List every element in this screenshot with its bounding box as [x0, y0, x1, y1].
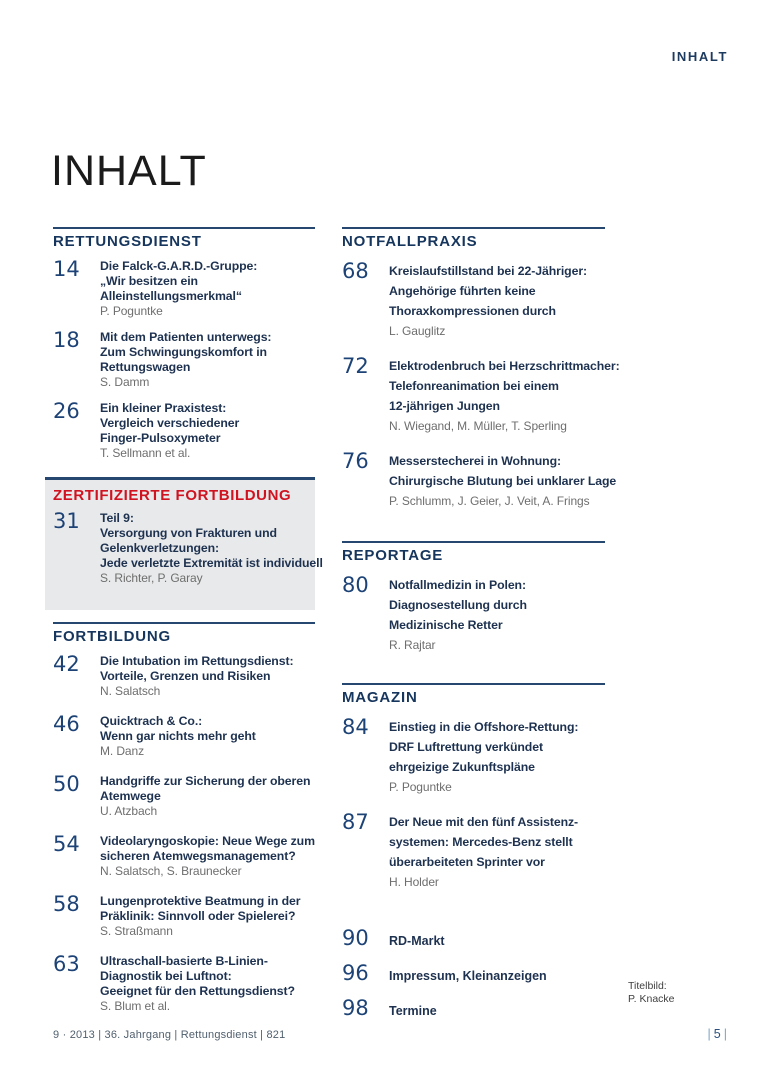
section-title: REPORTAGE [342, 547, 444, 564]
entry-title-line: Medizinische Retter [389, 618, 503, 632]
toc-entry [53, 654, 315, 699]
entry-page-number: 90 [342, 926, 369, 950]
entry-page-number: 42 [53, 652, 80, 676]
entry-title-line: Wenn gar nichts mehr geht [100, 729, 256, 743]
entry-body [100, 401, 315, 461]
entry-body [389, 717, 605, 797]
toc-entry [342, 963, 605, 986]
entry-page-number: 76 [342, 449, 369, 473]
entry-body [100, 954, 315, 1014]
credit-name: P. Knacke [628, 993, 675, 1005]
toc-entry [53, 259, 315, 319]
entry-title-line: Die Intubation im Rettungsdienst: [100, 654, 294, 668]
toc-entry [342, 998, 605, 1021]
toc-column-left [53, 227, 323, 1029]
footer-issue-info: 9 · 2013 | 36. Jahrgang | Rettungsdienst | 821 [53, 1029, 286, 1041]
toc-entry [53, 330, 315, 390]
entry-title-line: Versorgung von Frakturen und [100, 526, 277, 540]
entry-body [389, 812, 605, 892]
entry-authors: N. Wiegand, M. Müller, T. Sperling [389, 419, 567, 433]
entry-page-number: 26 [53, 399, 80, 423]
entry-title-line: Alleinstellungsmerkmal“ [100, 289, 242, 303]
entry-label: Impressum, Kleinanzeigen [389, 969, 547, 983]
entry-body [100, 511, 323, 586]
toc-entry [342, 928, 605, 951]
entry-title-line: ehrgeizige Zukunftspläne [389, 760, 535, 774]
toc-entry [53, 894, 315, 939]
toc-entry [53, 714, 315, 759]
entry-page-number: 63 [53, 952, 80, 976]
entry-authors: U. Atzbach [100, 804, 158, 818]
entry-page-number: 96 [342, 961, 369, 985]
section-divider [342, 227, 605, 229]
entry-page-number: 50 [53, 772, 80, 796]
entry-page-number: 18 [53, 328, 80, 352]
page-number-separator: | [707, 1027, 711, 1041]
toc-entry [342, 717, 605, 797]
entry-page-number: 72 [342, 354, 369, 378]
toc-section-zertifizierte-fortbildung [45, 477, 323, 610]
toc-entry [53, 834, 315, 879]
section-divider [342, 541, 605, 543]
entry-title-line: Diagnostik bei Luftnot: [100, 969, 232, 983]
entry-body [100, 330, 315, 390]
page-number-value: 5 [713, 1027, 721, 1041]
entry-page-number: 14 [53, 257, 80, 281]
entry-title-line: 12-jährigen Jungen [389, 399, 500, 413]
entry-authors: L. Gauglitz [389, 324, 446, 338]
entry-page-number: 58 [53, 892, 80, 916]
entry-authors: S. Richter, P. Garay [100, 571, 203, 585]
entry-authors: H. Holder [389, 875, 439, 889]
entry-title-line: Ultraschall-basierte B-Linien- [100, 954, 268, 968]
toc-entry [342, 812, 605, 892]
toc-section-reportage [342, 541, 605, 655]
section-divider [342, 683, 605, 685]
toc-section-rettungsdienst [53, 227, 315, 461]
entry-title-line: Der Neue mit den fünf Assistenz- [389, 815, 579, 829]
entry-title-line: Atemwege [100, 789, 161, 803]
section-divider [53, 227, 315, 229]
section-title-certified: ZERTIFIZIERTE FORTBILDUNG [53, 487, 292, 504]
entry-title-line: Vorteile, Grenzen und Risiken [100, 669, 271, 683]
entry-title-line: Die Falck-G.A.R.D.-Gruppe: [100, 259, 258, 273]
page-title: INHALT [51, 147, 207, 195]
entry-body [389, 356, 620, 436]
credit-label: Titelbild: [628, 980, 667, 992]
entry-title-line: Präklinik: Sinnvoll oder Spielerei? [100, 909, 296, 923]
entry-body [389, 451, 616, 511]
toc-section-notfallpraxis [342, 227, 620, 511]
entry-title-line: Diagnosestellung durch [389, 598, 527, 612]
entry-body [100, 774, 315, 819]
entry-body [389, 575, 605, 655]
entry-authors: P. Poguntke [100, 304, 163, 318]
entry-page-number: 98 [342, 996, 369, 1020]
section-title: FORTBILDUNG [53, 628, 171, 645]
entry-title-line: überarbeiteten Sprinter vor [389, 855, 545, 869]
entry-authors: M. Danz [100, 744, 144, 758]
entry-title-line: Handgriffe zur Sicherung der oberen [100, 774, 311, 788]
entry-authors: N. Salatsch, S. Braunecker [100, 864, 242, 878]
entry-title-line: sicheren Atemwegsmanagement? [100, 849, 296, 863]
entry-title-line: Teil 9: [100, 511, 134, 525]
entry-title-line: Ein kleiner Praxistest: [100, 401, 227, 415]
entry-title-line: Vergleich verschiedener [100, 416, 240, 430]
toc-column-right [342, 227, 620, 1033]
entry-title-line: Geeignet für den Rettungsdienst? [100, 984, 295, 998]
entry-title-line: Gelenkverletzungen: [100, 541, 220, 555]
entry-authors: S. Straßmann [100, 924, 173, 938]
entry-authors: T. Sellmann et al. [100, 446, 191, 460]
section-divider [53, 622, 315, 624]
entry-title-line: Angehörige führten keine [389, 284, 536, 298]
entry-authors: P. Poguntke [389, 780, 452, 794]
entry-body [389, 261, 605, 341]
entry-title-line: DRF Luftrettung verkündet [389, 740, 543, 754]
running-head: INHALT [671, 49, 728, 64]
toc-entry [342, 261, 605, 341]
page-number [705, 1027, 730, 1041]
cover-photo-credit [628, 980, 675, 1006]
entry-title-line: Kreislaufstillstand bei 22-Jähriger: [389, 264, 587, 278]
entry-authors: N. Salatsch [100, 684, 161, 698]
entry-body [100, 259, 315, 319]
section-title: MAGAZIN [342, 689, 418, 706]
entry-title-line: Finger-Pulsoxymeter [100, 431, 221, 445]
toc-entry [53, 401, 315, 461]
entry-label: RD-Markt [389, 934, 445, 948]
entry-body [100, 654, 315, 699]
entry-title-line: Quicktrach & Co.: [100, 714, 203, 728]
entry-title-line: Thoraxkompressionen durch [389, 304, 556, 318]
entry-page-number: 68 [342, 259, 369, 283]
entry-authors: S. Blum et al. [100, 999, 170, 1013]
entry-title-line: Telefonreanimation bei einem [389, 379, 559, 393]
toc-entry [342, 449, 617, 511]
toc-entry [53, 954, 315, 1014]
toc-entry [53, 774, 315, 819]
entry-label: Termine [389, 1004, 437, 1018]
entry-page-number: 87 [342, 810, 369, 834]
entry-page-number: 31 [53, 509, 80, 533]
toc-entry [53, 509, 323, 586]
section-title: NOTFALLPRAXIS [342, 233, 478, 250]
entry-title-line: Mit dem Patienten unterwegs: [100, 330, 272, 344]
toc-section-fortbildung [53, 622, 315, 1014]
entry-title-line: „Wir besitzen ein [100, 274, 198, 288]
entry-page-number: 80 [342, 573, 369, 597]
entry-authors: R. Rajtar [389, 638, 436, 652]
toc-entry [342, 575, 605, 655]
entry-title-line: Elektrodenbruch bei Herzschrittmacher: [389, 359, 620, 373]
section-title: RETTUNGSDIENST [53, 233, 202, 250]
entry-page-number: 84 [342, 715, 369, 739]
toc-back-matter-list [342, 928, 605, 1021]
entry-body [100, 714, 315, 759]
toc-section-magazin [342, 683, 605, 892]
entry-page-number: 54 [53, 832, 80, 856]
entry-title-line: Rettungswagen [100, 360, 191, 374]
entry-page-number: 46 [53, 712, 80, 736]
entry-title-line: Zum Schwingungskomfort in [100, 345, 267, 359]
page-number-separator: | [723, 1027, 727, 1041]
entry-title-line: systemen: Mercedes-Benz stellt [389, 835, 573, 849]
entry-authors: P. Schlumm, J. Geier, J. Veit, A. Frings [389, 494, 590, 508]
entry-title-line: Messerstecherei in Wohnung: [389, 454, 561, 468]
entry-title-line: Videolaryngoskopie: Neue Wege zum [100, 834, 315, 848]
entry-body [100, 894, 315, 939]
entry-title-line: Notfallmedizin in Polen: [389, 578, 526, 592]
toc-entry [342, 354, 620, 436]
entry-title-line: Lungenprotektive Beatmung in der [100, 894, 301, 908]
entry-title-line: Einstieg in die Offshore-Rettung: [389, 720, 579, 734]
entry-authors: S. Damm [100, 375, 150, 389]
entry-title-line: Jede verletzte Extremität ist individuell [100, 556, 323, 570]
entry-title-line: Chirurgische Blutung bei unklarer Lage [389, 474, 617, 488]
entry-body [100, 834, 315, 879]
